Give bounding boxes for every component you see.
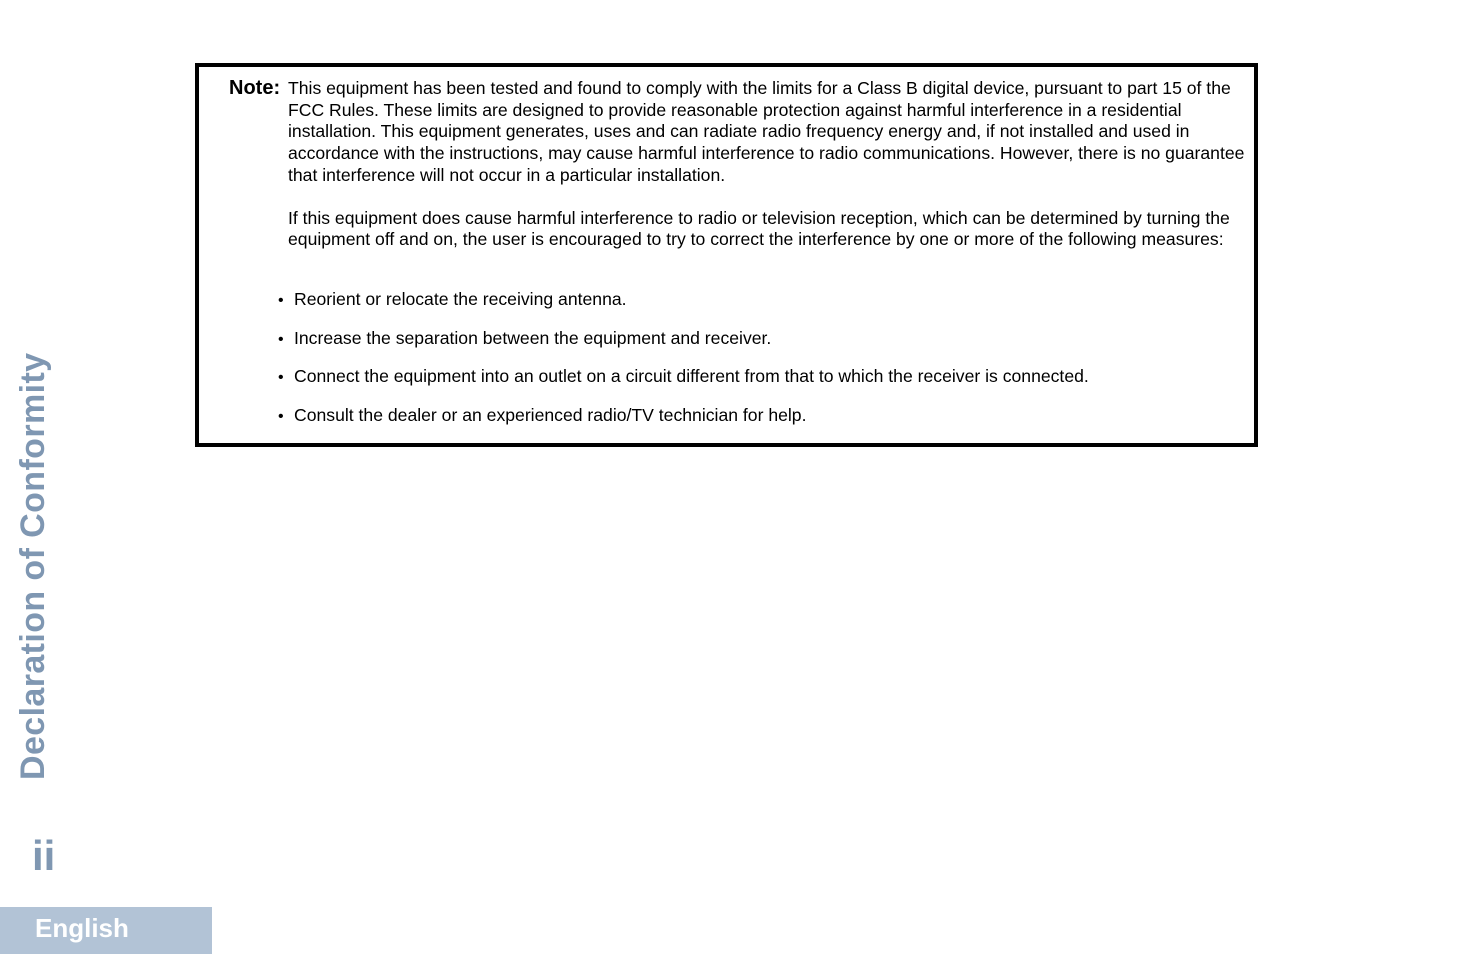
page-number: ii [32, 832, 56, 879]
list-item [278, 405, 1238, 444]
bullet-icon: • [278, 292, 284, 309]
language-tab [0, 907, 212, 954]
measure-text: Connect the equipment into an outlet on a circuit different from that to which the receiver is connected. [294, 366, 1089, 387]
list-item [278, 328, 1238, 367]
note-box [195, 63, 1258, 447]
note-label: Note: [229, 77, 281, 99]
measures-list [278, 289, 1238, 444]
note-paragraph: This equipment has been tested and found to comply with the limits for a Class B digital device, pursuant to part 15 of the FCC Rules. These limits are designed to provide reasonable protection against harmful interference in a residential installation. This equipment generates, uses and can radiate radio frequency energy and, if not installed and used in accordance with the instructions, may cause harmful interference to radio communications. However, there is no guarantee that interference will not occur in a particular installation. [288, 78, 1245, 185]
measure-text: Reorient or relocate the receiving antenna. [294, 289, 627, 309]
bullet-icon: • [278, 330, 284, 348]
section-title: Declaration of Conformity [14, 352, 52, 780]
language-label: English [35, 913, 129, 943]
list-item [278, 366, 1238, 405]
measure-text: Increase the separation between the equipment and receiver. [294, 327, 772, 348]
list-item [278, 289, 1238, 328]
note-body [288, 78, 1250, 272]
note-paragraph: If this equipment does cause harmful interference to radio or television reception, which can be determined by turning the equipment off and on, the user is encouraged to try to correct the interference by one or more of the following measures: [288, 207, 1230, 250]
bullet-icon: • [278, 369, 284, 387]
measure-text: Consult the dealer or an experienced radio/TV technician for help. [294, 405, 807, 426]
bullet-icon: • [278, 408, 284, 426]
